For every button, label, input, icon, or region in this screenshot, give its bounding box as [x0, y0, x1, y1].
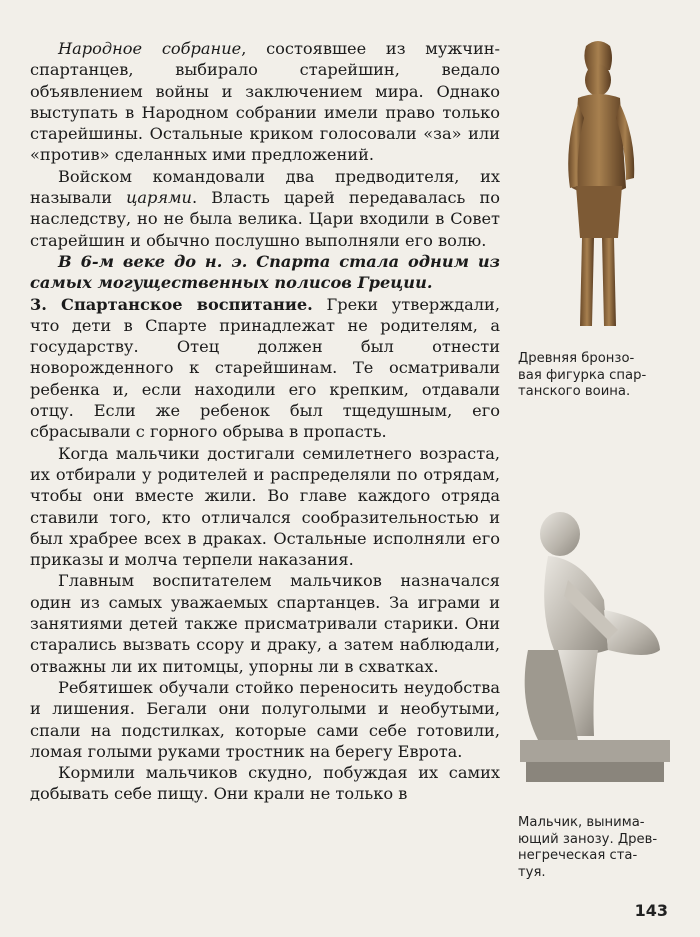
paragraph-boys-age: Когда мальчики достигали семилетнего возраста, их отбирали у родителей и распределяли по отрядам, чтобы они вместе жили. Во главе каждого отряда ставили того, кто отличался сообразительностью и был храбрее всех в драках. Остальные исполняли его приказы и молча терпели наказания. — [30, 443, 500, 570]
paragraph-assembly: Народное собрание, состоявшее из мужчин-спартанцев, выбирало старейшин, ведало объявлением войны и заключением мира. Однако выступать в Народном собрании имели право только старейшины. Остальные криком голосовали «за» или «против» сделанных ими предложений. — [30, 39, 500, 165]
section-heading: 3. Спартанское воспитание. — [30, 294, 313, 314]
page-number: 143 — [634, 901, 668, 920]
main-text — [30, 38, 500, 805]
paragraph-conclusion: В 6-м веке до н. э. Спарта стала одним из самых могущественных полисов Греции. — [30, 251, 500, 293]
paragraph-section-3: 3. Спартанское воспитание. Греки утверждали, что дети в Спарте принадлежат не родителям, а государству. Отец должен был отнести новорожденного к старейшинам. Те осматривали ребенка и, если находили его крепким, отдавали отцу. Если же ребенок был тщедушным, его сбрасывали с горного обрыва в пропасть. — [30, 294, 500, 442]
term-kings: царями — [126, 188, 192, 208]
caption-boy-statue: Мальчик, вынима- ющий занозу. Древ- негреческая ста- туя. — [518, 815, 658, 880]
caption-warrior: Древняя бронзо- вая фигурка спар- танского воина. — [518, 351, 647, 399]
paragraph-kings: Войском командовали два предводителя, их называли царями. Власть царей передавалась по наследству, но не была велика. Цари входили в Совет старейшин и обычно послушно выполняли его волю. — [30, 166, 500, 250]
term-assembly: Народное собрание — [58, 39, 242, 58]
bronze-warrior-figurine-image — [538, 38, 658, 336]
boy-with-thorn-statue-image — [508, 500, 676, 800]
paragraph-hardship: Ребятишек обучали стойко переносить неудобства и лишения. Бегали они полуголыми и необутыми, спали на подстилках, которые сами себе готовили, ломая голыми руками тростник на берегу Еврота. — [30, 677, 500, 761]
paragraph-food: Кормили мальчиков скудно, побуждая их самих добывать себе пищу. Они крали не только в — [30, 763, 500, 804]
paragraph-educator: Главным воспитателем мальчиков назначался один из самых уважаемых спартанцев. За играми и занятиями детей также присматривали старики. Они старались вызвать ссору и драку, а затем наблюдали, отважны ли их питомцы, упорны ли в схватках. — [30, 571, 500, 676]
